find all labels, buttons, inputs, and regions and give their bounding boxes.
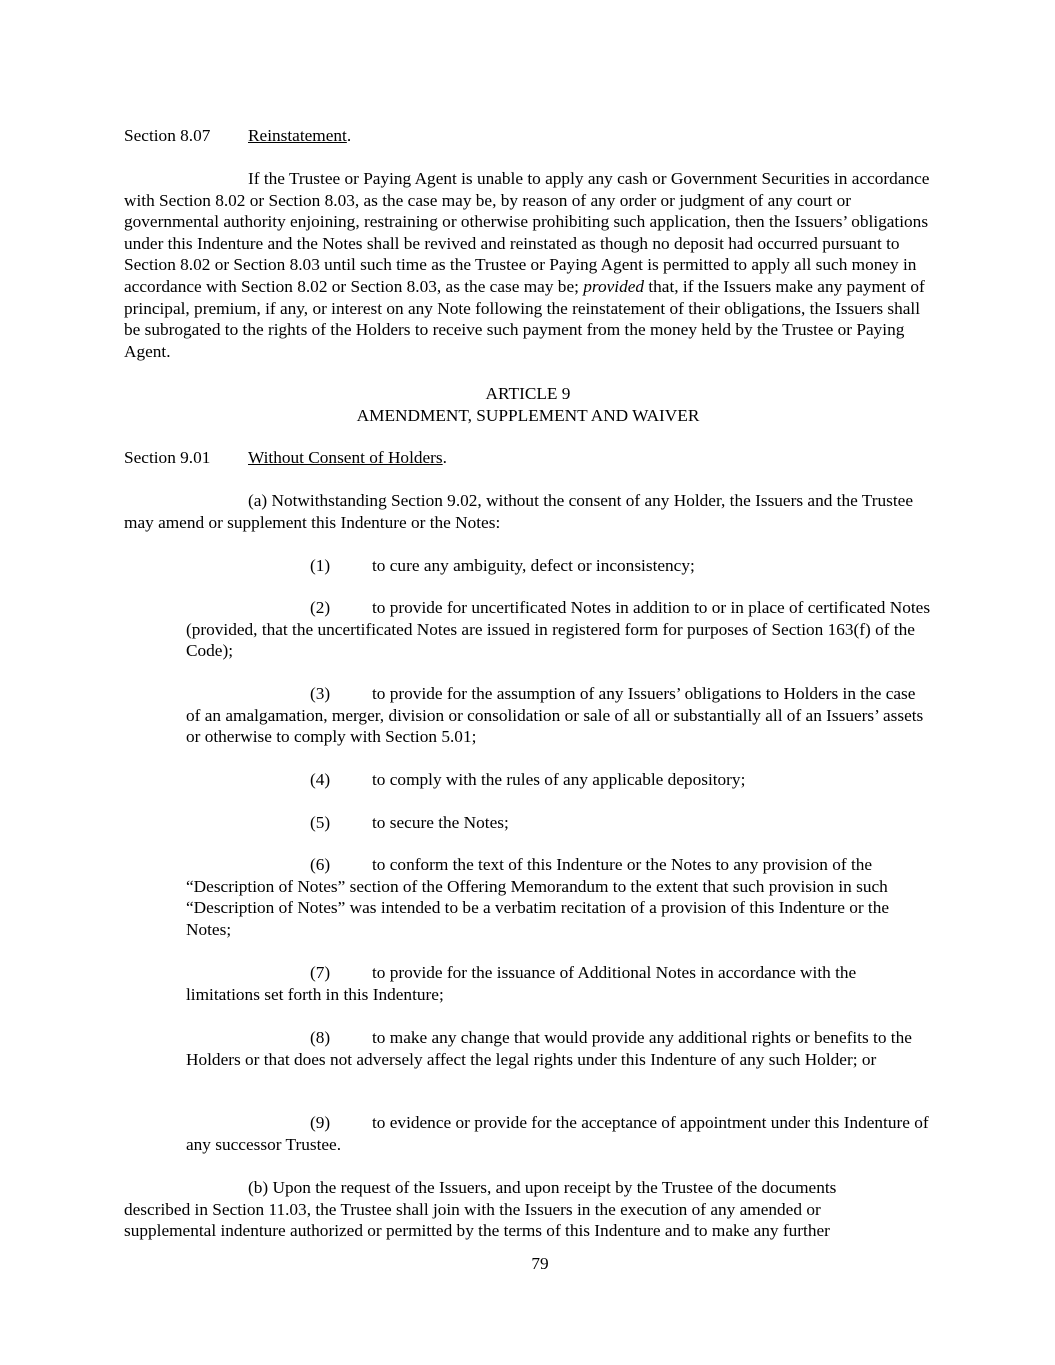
list-item-text: to make any change that would provide any additional rights or benefits to the Holders or that does not adversely affect the legal rights under this Indenture of any such Holder; or bbox=[186, 1028, 912, 1069]
list-item-number: (5) bbox=[310, 813, 331, 832]
list-item-number: (3) bbox=[310, 684, 331, 703]
section-title-suffix: . bbox=[346, 126, 352, 145]
section-9-01-heading bbox=[124, 447, 932, 469]
list-item bbox=[186, 1027, 932, 1070]
list-item bbox=[186, 812, 932, 834]
list-item-text: to comply with the rules of any applicable depository; bbox=[372, 770, 746, 789]
list-item-text: to provide for uncertificated Notes in addition to or in place of certificated Notes (provided, that the uncertificated Notes are issued in registered form for purposes of Section 163(f) of the Code); bbox=[186, 598, 931, 661]
paragraph-b bbox=[124, 1177, 932, 1242]
section-8-07-paragraph bbox=[124, 168, 932, 362]
article-number: ARTICLE 9 bbox=[485, 384, 571, 403]
list-item-number: (6) bbox=[310, 855, 331, 874]
list-item-number: (9) bbox=[310, 1113, 331, 1132]
list-item-text: to evidence or provide for the acceptance of appointment under this Indenture of any successor Trustee. bbox=[186, 1113, 929, 1154]
list-item-text: to provide for the issuance of Additional Notes in accordance with the limitations set forth in this Indenture; bbox=[186, 963, 857, 1004]
list-item bbox=[186, 555, 932, 577]
section-8-07-heading bbox=[124, 125, 932, 147]
list-item-number: (4) bbox=[310, 770, 331, 789]
paragraph-text-continued: that, if the Issuers make any payment of principal, premium, if any, or interest on any Note following the reinstatement of their obligations, the Issuers shall be subrogated to the rights of the Holders to receive such payment from the money held by the Trustee or Paying Agent. bbox=[124, 276, 925, 361]
section-title: Without Consent of Holders bbox=[248, 448, 443, 467]
paragraph-b-line: (b) Upon the request of the Issuers, and upon receipt by the Trustee of the documents bbox=[248, 1178, 837, 1197]
paragraph-text: If the Trustee or Paying Agent is unable to apply any cash or Government Securities in accordance with Section 8.02 or Section 8.03, as the case may be, by reason of any order or judgment of any court or governmental authority enjoining, restraining or otherwise prohibiting such application, then the Issuers’ obligations under this Indenture and the Notes shall be revived and reinstated as though no deposit had occurred pursuant to Section 8.02 or Section 8.03 until such time as the Trustee or Paying Agent is permitted to apply all such money in accordance with Section 8.02 or Section 8.03, as the case may be; bbox=[124, 169, 930, 296]
section-number: Section 8.07 bbox=[124, 126, 211, 145]
list-item-text: to conform the text of this Indenture or the Notes to any provision of the “Description of Notes” section of the Offering Memorandum to the extent that such provision in such “Description of Notes” was intended to be a verbatim recitation of a provision of this Indenture or the Notes; bbox=[186, 855, 890, 939]
section-title-suffix: . bbox=[442, 448, 447, 467]
section-title: Reinstatement bbox=[248, 126, 347, 145]
article-heading bbox=[124, 383, 932, 426]
section-number: Section 9.01 bbox=[124, 448, 211, 467]
list-item bbox=[186, 854, 932, 940]
list-item-number: (8) bbox=[310, 1028, 331, 1047]
list-item-number: (2) bbox=[310, 598, 331, 617]
list-item bbox=[186, 683, 932, 748]
paragraph-b-line: supplemental indenture authorized or permitted by the terms of this Indenture and to make any further bbox=[124, 1221, 830, 1241]
list-item-text: to secure the Notes; bbox=[372, 813, 509, 832]
list-item-text: to provide for the assumption of any Issuers’ obligations to Holders in the case of an amalgamation, merger, division or consolidation or sale of all or substantially all of an Issuers’ assets or otherwise to comply with Section 5.01; bbox=[186, 684, 924, 747]
list-item bbox=[186, 769, 932, 791]
list-item bbox=[186, 1112, 932, 1155]
list-item bbox=[186, 597, 932, 662]
paragraph-b-line: described in Section 11.03, the Trustee shall join with the Issuers in the execution of any amended or bbox=[124, 1199, 821, 1219]
article-title: AMENDMENT, SUPPLEMENT AND WAIVER bbox=[356, 405, 700, 425]
list-item bbox=[186, 962, 932, 1005]
paragraph-italic-text: provided bbox=[583, 276, 645, 296]
paragraph-a: (a) Notwithstanding Section 9.02, without the consent of any Holder, the Issuers and the Trustee may amend or supplement this Indenture or the Notes: bbox=[124, 491, 914, 532]
list-item-number: (1) bbox=[310, 556, 331, 575]
list-item-text: to cure any ambiguity, defect or inconsistency; bbox=[372, 556, 695, 575]
list-item-number: (7) bbox=[310, 963, 331, 982]
page-number: 79 bbox=[531, 1254, 549, 1273]
